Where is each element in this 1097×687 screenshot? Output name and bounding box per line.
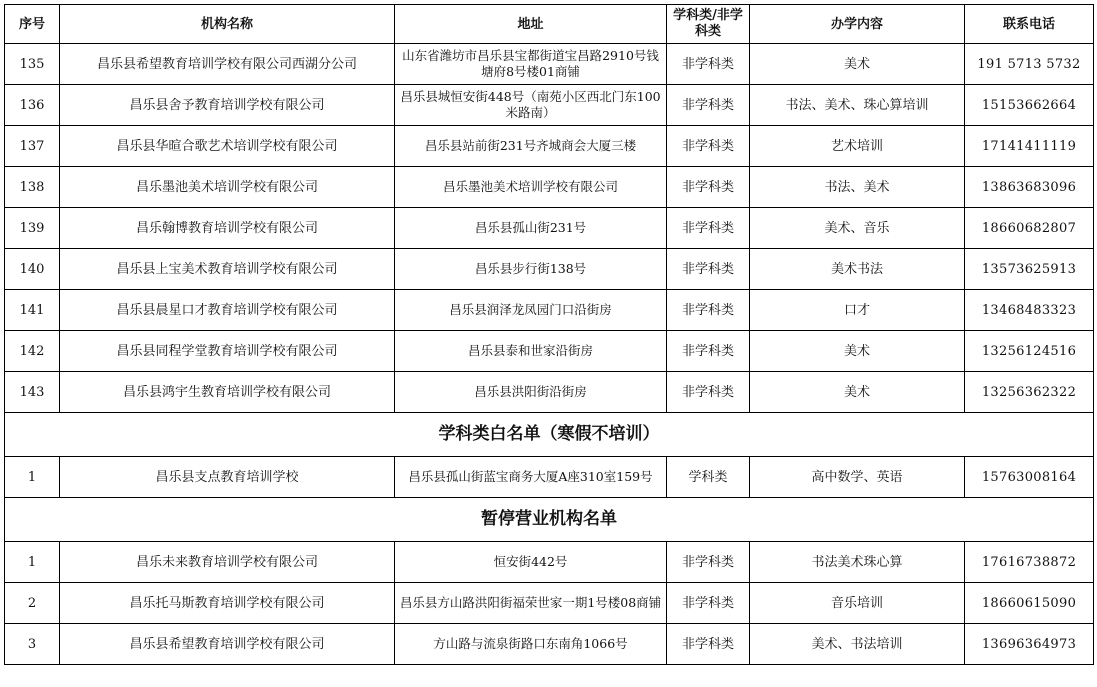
table-row: [5, 542, 1094, 583]
cell-content: 书法、美术、珠心算培训: [750, 85, 965, 126]
cell-content: 书法美术珠心算: [750, 542, 965, 583]
cell-address: 昌乐县孤山街蓝宝商务大厦A座310室159号: [395, 457, 667, 498]
cell-type: 非学科类: [667, 624, 750, 665]
cell-content: 口才: [750, 290, 965, 331]
cell-address: 山东省潍坊市昌乐县宝都街道宝昌路2910号钱塘府8号楼01商铺: [395, 44, 667, 85]
document-page: [4, 4, 1094, 665]
cell-name: 昌乐县晨星口才教育培训学校有限公司: [60, 290, 395, 331]
cell-address: 恒安街442号: [395, 542, 667, 583]
cell-type: 学科类: [667, 457, 750, 498]
cell-type: 非学科类: [667, 542, 750, 583]
cell-address: 昌乐县步行街138号: [395, 249, 667, 290]
section-title-whitelist: 学科类白名单（寒假不培训）: [5, 413, 1094, 457]
table-row: [5, 126, 1094, 167]
cell-name: 昌乐县支点教育培训学校: [60, 457, 395, 498]
cell-type: 非学科类: [667, 290, 750, 331]
cell-no: 142: [5, 331, 60, 372]
cell-address: 昌乐县孤山街231号: [395, 208, 667, 249]
cell-content: 美术、书法培训: [750, 624, 965, 665]
cell-address: 昌乐县城恒安街448号（南苑小区西北门东100米路南）: [395, 85, 667, 126]
cell-content: 美术书法: [750, 249, 965, 290]
cell-name: 昌乐县同程学堂教育培训学校有限公司: [60, 331, 395, 372]
cell-type: 非学科类: [667, 126, 750, 167]
table-row: [5, 457, 1094, 498]
section-heading-row: [5, 498, 1094, 542]
cell-phone: 18660615090: [965, 583, 1094, 624]
table-row: [5, 372, 1094, 413]
cell-address: 昌乐墨池美术培训学校有限公司: [395, 167, 667, 208]
cell-name: 昌乐墨池美术培训学校有限公司: [60, 167, 395, 208]
cell-phone: 18660682807: [965, 208, 1094, 249]
table-row: [5, 583, 1094, 624]
cell-name: 昌乐县华暄合歌艺术培训学校有限公司: [60, 126, 395, 167]
cell-no: 137: [5, 126, 60, 167]
cell-type: 非学科类: [667, 44, 750, 85]
section-heading-row: [5, 413, 1094, 457]
cell-type: 非学科类: [667, 249, 750, 290]
cell-phone: 191 5713 5732: [965, 44, 1094, 85]
header-phone: 联系电话: [965, 5, 1094, 44]
cell-type: 非学科类: [667, 331, 750, 372]
cell-type: 非学科类: [667, 85, 750, 126]
section-title-suspended: 暂停营业机构名单: [5, 498, 1094, 542]
cell-no: 136: [5, 85, 60, 126]
cell-no: 139: [5, 208, 60, 249]
cell-phone: 13863683096: [965, 167, 1094, 208]
cell-address: 昌乐县洪阳街沿街房: [395, 372, 667, 413]
cell-no: 141: [5, 290, 60, 331]
cell-phone: 13256362322: [965, 372, 1094, 413]
table-row: [5, 624, 1094, 665]
cell-content: 音乐培训: [750, 583, 965, 624]
cell-type: 非学科类: [667, 208, 750, 249]
table-row: [5, 167, 1094, 208]
cell-address: 昌乐县泰和世家沿街房: [395, 331, 667, 372]
cell-content: 艺术培训: [750, 126, 965, 167]
table-row: [5, 208, 1094, 249]
cell-no: 1: [5, 542, 60, 583]
cell-address: 方山路与流泉街路口东南角1066号: [395, 624, 667, 665]
cell-type: 非学科类: [667, 167, 750, 208]
cell-phone: 13468483323: [965, 290, 1094, 331]
header-type: 学科类/非学科类: [667, 5, 750, 44]
cell-name: 昌乐县希望教育培训学校有限公司: [60, 624, 395, 665]
table-row: [5, 290, 1094, 331]
cell-phone: 13696364973: [965, 624, 1094, 665]
cell-phone: 13256124516: [965, 331, 1094, 372]
cell-type: 非学科类: [667, 583, 750, 624]
cell-phone: 13573625913: [965, 249, 1094, 290]
cell-address: 昌乐县站前街231号齐城商会大厦三楼: [395, 126, 667, 167]
cell-no: 1: [5, 457, 60, 498]
cell-content: 美术: [750, 331, 965, 372]
table-row: [5, 44, 1094, 85]
cell-name: 昌乐县上宝美术教育培训学校有限公司: [60, 249, 395, 290]
header-row: [5, 5, 1094, 44]
cell-name: 昌乐县鸿宇生教育培训学校有限公司: [60, 372, 395, 413]
header-no: 序号: [5, 5, 60, 44]
cell-name: 昌乐未来教育培训学校有限公司: [60, 542, 395, 583]
table-row: [5, 331, 1094, 372]
header-name: 机构名称: [60, 5, 395, 44]
cell-no: 2: [5, 583, 60, 624]
cell-no: 140: [5, 249, 60, 290]
cell-phone: 15153662664: [965, 85, 1094, 126]
cell-content: 书法、美术: [750, 167, 965, 208]
cell-no: 138: [5, 167, 60, 208]
table-row: [5, 85, 1094, 126]
cell-content: 美术: [750, 372, 965, 413]
cell-type: 非学科类: [667, 372, 750, 413]
institution-table: [4, 4, 1094, 665]
cell-name: 昌乐翰博教育培训学校有限公司: [60, 208, 395, 249]
header-content: 办学内容: [750, 5, 965, 44]
table-row: [5, 249, 1094, 290]
cell-address: 昌乐县润泽龙凤园门口沿街房: [395, 290, 667, 331]
cell-content: 高中数学、英语: [750, 457, 965, 498]
cell-phone: 17141411119: [965, 126, 1094, 167]
cell-name: 昌乐县舍予教育培训学校有限公司: [60, 85, 395, 126]
cell-name: 昌乐县希望教育培训学校有限公司西湖分公司: [60, 44, 395, 85]
cell-name: 昌乐托马斯教育培训学校有限公司: [60, 583, 395, 624]
cell-content: 美术: [750, 44, 965, 85]
cell-phone: 17616738872: [965, 542, 1094, 583]
cell-content: 美术、音乐: [750, 208, 965, 249]
cell-no: 143: [5, 372, 60, 413]
cell-no: 3: [5, 624, 60, 665]
cell-phone: 15763008164: [965, 457, 1094, 498]
cell-address: 昌乐县方山路洪阳街福荣世家一期1号楼08商铺: [395, 583, 667, 624]
cell-no: 135: [5, 44, 60, 85]
header-address: 地址: [395, 5, 667, 44]
